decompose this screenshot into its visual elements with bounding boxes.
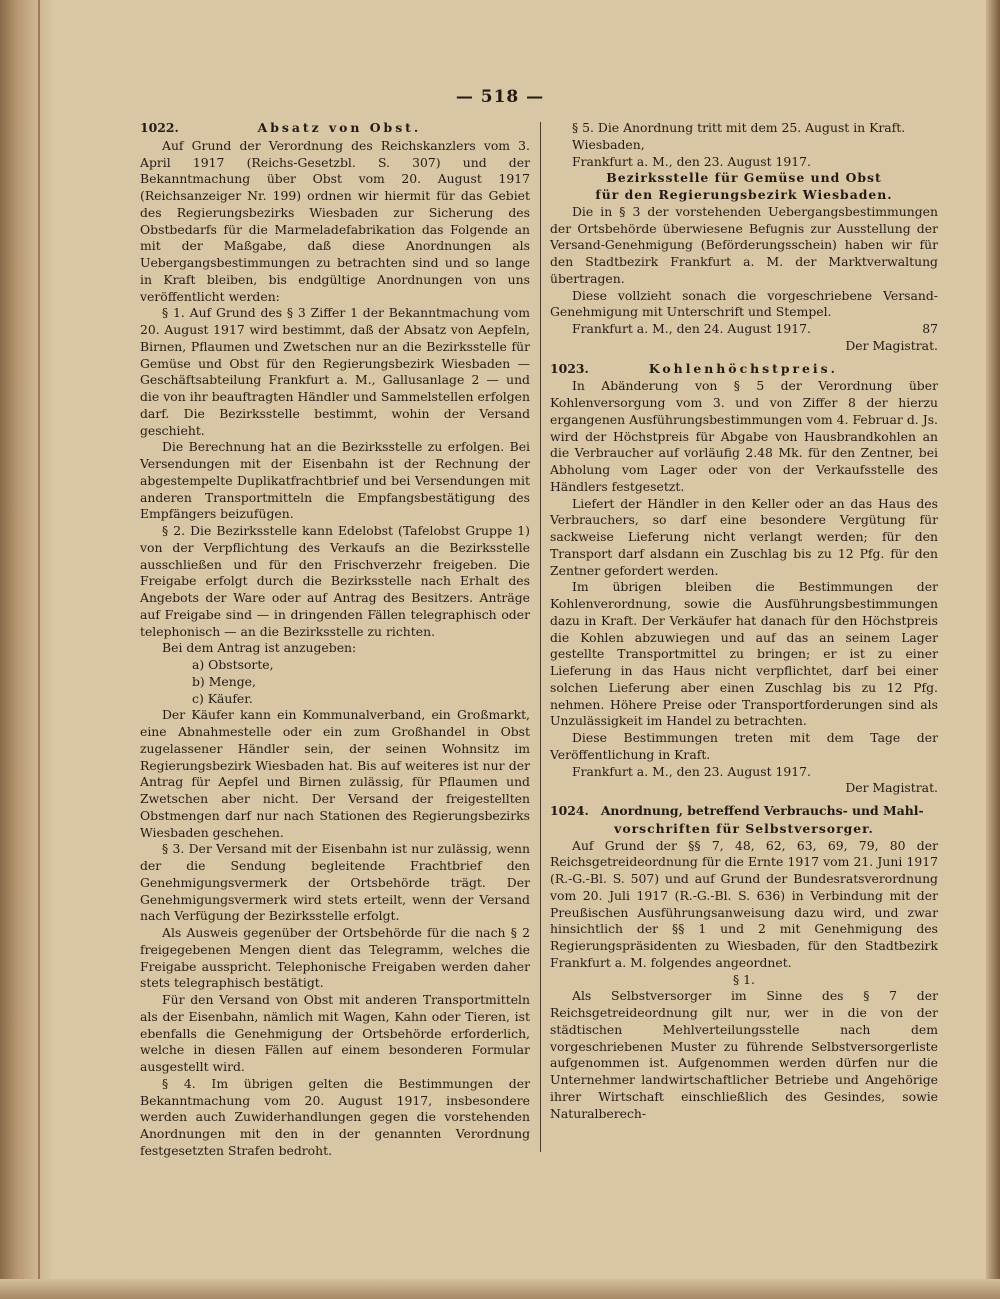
- paragraph: § 3. Der Versand mit der Eisenbahn ist nur zulässig, wenn der die Sendung begleitende Frachtbrief den Genehmigungsvermerk der Ortsbehörde trägt. Der Genehmigungsvermerk wird stets erteilt, wenn der Versand nach Verfügung der Bezirksstelle erfolgt.: [140, 841, 530, 924]
- paragraph: § 2. Die Bezirksstelle kann Edelobst (Tafelobst Gruppe 1) von der Verpflichtung des Verkaufs an die Bezirksstelle ausschließen und für den Frischverzehr freigeben. Die Freigabe erfolgt durch die Bezirksstelle nach Erhalt des Angebots der Ware oder auf Antrag des Besitzers. Anträge auf Freigabe sind — in dringenden Fällen telegraphisch oder telephonisch — an die Bezirksstelle zu richten.: [140, 523, 530, 639]
- paragraph-heading: § 1.: [733, 971, 755, 987]
- paragraph: Diese vollzieht sonach die vorgeschriebene Versand-Genehmigung mit Unterschrift und Stempel.: [550, 287, 938, 320]
- paragraph: In Abänderung von § 5 der Verordnung über Kohlenversorgung vom 3. und von Ziffer 8 der hierzu ergangenen Ausführungsbestimmungen vom 4. Februar d. Js. wird der Höchstpreis für Abgabe von Hausbrandkohlen an die Verbraucher auf vorläufig 2.48 Mk. für den Zentner, bei Abholung vom Lager oder von der Verkaufsstelle des Händlers festgesetzt.: [550, 378, 938, 494]
- paragraph: Diese Bestimmungen treten mit dem Tage der Veröffentlichung in Kraft.: [550, 730, 938, 762]
- paragraph: Im übrigen bleiben die Bestimmungen der Kohlenverordnung, sowie die Ausführungsbestimmungen dazu in Kraft. Der Verkäufer hat danach für den Höchstpreis die Kohlen abzuwiegen und auf das an seinem Lager gestellte Transportmittel zu bringen; er ist zu einer Lieferung in das Haus nicht verpflichtet, darf bei einer solchen Lieferung aber einen Zuschlag bis zu 12 Pfg. nehmen. Höhere Preise oder Transportforderungen sind als Unzulässigkeit im Handel zu betrachten.: [550, 579, 938, 729]
- section-title: Kohlenhöchstpreis.: [648, 360, 838, 376]
- page-number: — 518 —: [455, 87, 545, 107]
- paragraph: Als Selbstversorger im Sinne des § 7 der Reichsgetreideordnung gilt nur, wer in die von der städtischen Mehlverteilungsstelle nach dem vorgeschriebenen Muster zu führende Selbstversorgerliste aufgenommen ist. Aufgenommen werden dürfen nur die Unternehmer landwirtschaftlicher Betriebe und Angehörige ihrer Wirtschaft einschließlich des Gesindes, sowie Naturalberech-: [550, 988, 938, 1121]
- paragraph: Die Berechnung hat an die Bezirksstelle zu erfolgen. Bei Versendungen mit der Eisenbahn ist der Rechnung der abgestempelte Duplikatfrachtbrief und bei Versendungen mit anderen Transportmitteln die Empfangsbestätigung des Empfängers beizufügen.: [140, 439, 530, 522]
- office-line: für den Regierungsbezirk Wiesbaden.: [595, 187, 893, 202]
- date-line: Frankfurt a. M., den 23. August 1917.: [572, 763, 811, 779]
- date-ref-line: [550, 321, 938, 338]
- section-number: 1022.: [140, 120, 179, 135]
- paragraph: § 5. Die Anordnung tritt mit dem 25. August in Kraft.: [572, 120, 906, 135]
- page-right-edge: [986, 0, 1000, 1299]
- list-item: a) Obstsorte,: [192, 657, 274, 672]
- date-line: Frankfurt a. M., den 24. August 1917.: [572, 321, 811, 336]
- paragraph: Für den Versand von Obst mit anderen Transportmitteln als der Eisenbahn, nämlich mit Wagen, Kahn oder Tieren, ist ebenfalls die Genehmigung der Ortsbehörde erforderlich, welche in diesen Fällen auf einem besonderen Formular ausgestellt wird.: [140, 992, 530, 1074]
- list-intro: Bei dem Antrag ist anzugeben:: [162, 640, 357, 656]
- binding-fold-line: [38, 0, 40, 1299]
- date-line: Frankfurt a. M., den 23. August 1917.: [572, 153, 811, 169]
- signature: Der Magistrat.: [845, 337, 938, 353]
- paragraph: Auf Grund der Verordnung des Reichskanzlers vom 3. April 1917 (Reichs-Gesetzbl. S. 307) und der Bekanntmachung über Obst vom 20. August 1917 (Reichsanzeiger Nr. 199) ordnen wir hiermit für das Gebiet des Regierungsbezirks Wiesbaden zur Sicherung des Obstbedarfs für die Marmeladefabrikation das Folgende an mit der Maßgabe, daß diese Anordnungen als Uebergangsbestimmungen zu betrachten sind und so lange in Kraft bleiben, bis endgültige Anordnungen von uns veröffentlicht werden:: [140, 137, 530, 304]
- paragraph: § 1. Auf Grund des § 3 Ziffer 1 der Bekanntmachung vom 20. August 1917 wird bestimmt, daß der Absatz von Aepfeln, Birnen, Pflaumen und Zwetschen nur an die Bezirksstelle für Gemüse und Obst für den Regierungsbezirk Wiesbaden — Geschäftsabteilung Frankfurt a. M., Gallusanlage 2 — und die von ihr beauftragten Händler und Sammelstellen erfolgen darf. Die Bezirksstelle bestimmt, wohin der Versand geschieht.: [140, 305, 530, 438]
- section-number: 1023.: [550, 360, 589, 376]
- page-bottom-edge: [0, 1279, 1000, 1299]
- signature: Der Magistrat.: [845, 780, 938, 796]
- section-1024-heading: [550, 803, 938, 820]
- paragraph: Der Käufer kann ein Kommunalverband, ein Großmarkt, eine Abnahmestelle oder ein zum Großhandel in Obst zugelassener Händler sein, der seinen Wohnsitz im Regierungsbezirk Wiesbaden hat. Bis auf weiteres ist nur der Antrag für Aepfel und Birnen zulässig, für Pflaumen und Zwetschen aber nicht. Der Versand der freigestellten Obstmengen darf nur nach Stationen des Regierungsbezirks Wiesbaden geschehen.: [140, 707, 530, 840]
- section-title: Anordnung, betreffend Verbrauchs- und Mahl-: [600, 803, 924, 818]
- paragraph: Auf Grund der §§ 7, 48, 62, 63, 69, 79, 80 der Reichsgetreideordnung für die Ernte 1917 vom 21. Juni 1917 (R.-G.-Bl. S. 507) und auf Grund der Bundesratsverordnung vom 20. Juli 1917 (R.-G.-Bl. S. 636) in Verbindung mit der Preußischen Ausführungsanweisung dazu wird, und zwar hinsichtlich der §§ 1 und 2 mit Genehmigung des Regierungspräsidenten zu Wiesbaden, für den Stadtbezirk Frankfurt a. M. folgendes angeordnet.: [550, 837, 938, 970]
- place-line: Wiesbaden,: [572, 136, 645, 152]
- paragraph: § 4. Im übrigen gelten die Bestimmungen der Bekanntmachung vom 20. August 1917, insbesondere werden auch Zuwiderhandlungen gegen die vorstehenden Anordnungen mit den in der genannten Verordnung festgesetzten Strafen bedroht.: [140, 1075, 530, 1158]
- paragraph: Als Ausweis gegenüber der Ortsbehörde für die nach § 2 freigegebenen Mengen dient das Telegramm, welches die Freigabe ausspricht. Telephonische Freigaben werden daher stets telegraphisch bestätigt.: [140, 925, 530, 991]
- section-1023-heading: [550, 361, 938, 378]
- paragraph: Die in § 3 der vorstehenden Uebergangsbestimmungen der Ortsbehörde überwiesene Befugnis zur Ausstellung der Versand-Genehmigung (Beförderungsschein) haben wir für den Stadtbezirk Frankfurt a. M. der Marktverwaltung übertragen.: [550, 203, 938, 286]
- list-item: c) Käufer.: [192, 690, 253, 706]
- section-title: Absatz von Obst.: [257, 120, 422, 135]
- section-1022-heading: [140, 120, 530, 137]
- reference-number: 87: [922, 321, 938, 336]
- paragraph: Liefert der Händler in den Keller oder an das Haus des Verbrauchers, so darf eine besondere Vergütung für sackweise Lieferung nicht verlangt werden; für den Transport darf alsdann ein Zuschlag bis zu 12 Pfg. für den Zentner gefordert werden.: [550, 495, 938, 578]
- book-binding: [0, 0, 52, 1299]
- office-line: Bezirksstelle für Gemüse und Obst: [606, 170, 882, 186]
- right-column: [550, 120, 938, 1122]
- list-item: b) Menge,: [192, 673, 256, 689]
- column-divider: [540, 122, 541, 1152]
- left-column: [140, 120, 530, 1160]
- section-number: 1024.: [550, 803, 589, 818]
- section-title-cont: vorschriften für Selbstversorger.: [614, 820, 874, 836]
